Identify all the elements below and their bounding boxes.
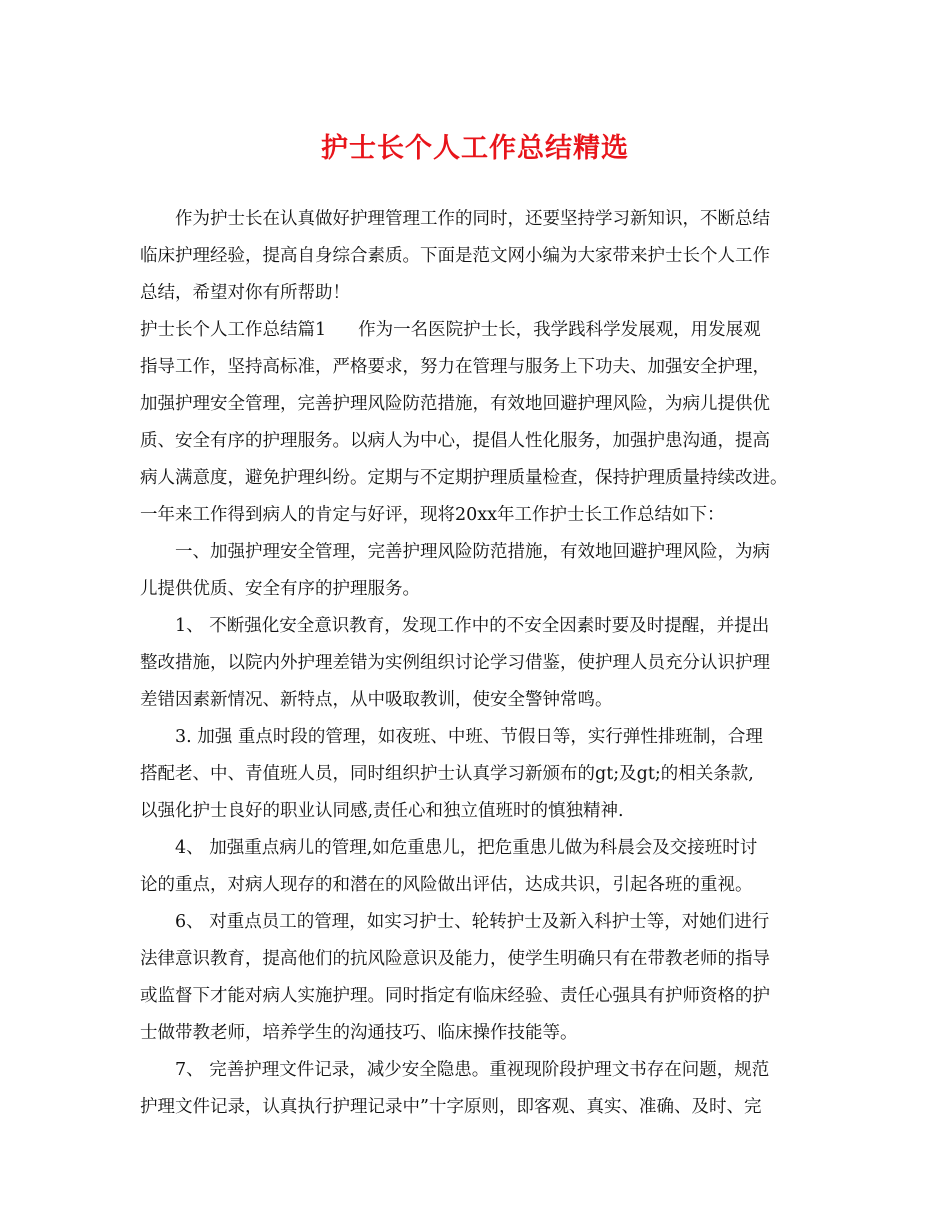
- paragraph-line: 整改措施，以院内外护理差错为实例组织讨论学习借鉴，使护理人员充分认识护理: [140, 653, 770, 673]
- paragraph-line: 一、加强护理安全管理，完善护理风险防范措施，有效地回避护理风险，为病: [175, 542, 770, 562]
- paragraph-line: 儿提供优质、安全有序的护理服务。: [140, 579, 420, 599]
- paragraph-line: 病人满意度，避免护理纠纷。定期与不定期护理质量检查，保持护理质量持续改进。: [140, 468, 788, 488]
- section-line: [140, 318, 761, 342]
- paragraph-line: 论的重点，对病人现存的和潜在的风险做出评估，达成共识，引起各班的重视。: [140, 875, 753, 895]
- paragraph-line: 3. 加强 重点时段的管理，如夜班、中班、节假日等，实行弹性排班制，合理: [175, 727, 763, 747]
- paragraph-line: 差错因素新情况、新特点，从中吸取教训，使安全警钟常鸣。: [140, 690, 613, 710]
- paragraph-line: 临床护理经验，提高自身综合素质。下面是范文网小编为大家带来护士长个人工作: [140, 246, 770, 266]
- section-heading: 护士长个人工作总结篇1: [140, 320, 327, 340]
- paragraph-line: 6、 对重点员工的管理，如实习护士、轮转护士及新入科护士等，对她们进行: [175, 912, 770, 932]
- paragraph-line: 质、安全有序的护理服务。以病人为中心，提倡人性化服务，加强护患沟通，提高: [140, 431, 770, 451]
- paragraph-line: 作为护士长在认真做好护理管理工作的同时，还要坚持学习新知识，不断总结: [175, 209, 770, 229]
- paragraph-line: 士做带教老师，培养学生的沟通技巧、临床操作技能等。: [140, 1023, 578, 1043]
- paragraph-line: 以强化护士良好的职业认同感,责任心和独立值班时的慎独精神.: [140, 801, 624, 821]
- paragraph-line: 一年来工作得到病人的肯定与好评，现将20xx年工作护士长工作总结如下：: [140, 505, 725, 525]
- paragraph-line: 加强护理安全管理，完善护理风险防范措施，有效地回避护理风险，为病儿提供优: [140, 394, 770, 414]
- document-title: 护士长个人工作总结精选: [321, 133, 629, 164]
- paragraph-line: 或监督下才能对病人实施护理。同时指定有临床经验、责任心强具有护师资格的护: [140, 986, 770, 1006]
- paragraph-line: 1、 不断强化安全意识教育，发现工作中的不安全因素时要及时提醒，并提出: [175, 616, 770, 636]
- paragraph-line: 搭配老、中、青值班人员，同时组织护士认真学习新颁布的gt;及gt;的相关条款,: [140, 764, 754, 784]
- paragraph-line: 4、 加强重点病儿的管理,如危重患儿，把危重患儿做为科晨会及交接班时讨: [175, 838, 758, 858]
- paragraph-line: 7、 完善护理文件记录，减少安全隐患。重视现阶段护理文书存在问题，规范: [175, 1060, 770, 1080]
- paragraph-text: 作为一名医院护士长，我学践科学发展观，用发展观: [358, 320, 761, 340]
- paragraph-line: 护理文件记录，认真执行护理记录中”十字原则，即客观、真实、准确、及时、完: [140, 1097, 762, 1117]
- paragraph-line: 指导工作，坚持高标准，严格要求，努力在管理与服务上下功夫、加强安全护理，: [140, 357, 770, 377]
- paragraph-line: 总结，希望对你有所帮助！: [140, 283, 350, 303]
- paragraph-line: 法律意识教育，提高他们的抗风险意识及能力，使学生明确只有在带教老师的指导: [140, 949, 770, 969]
